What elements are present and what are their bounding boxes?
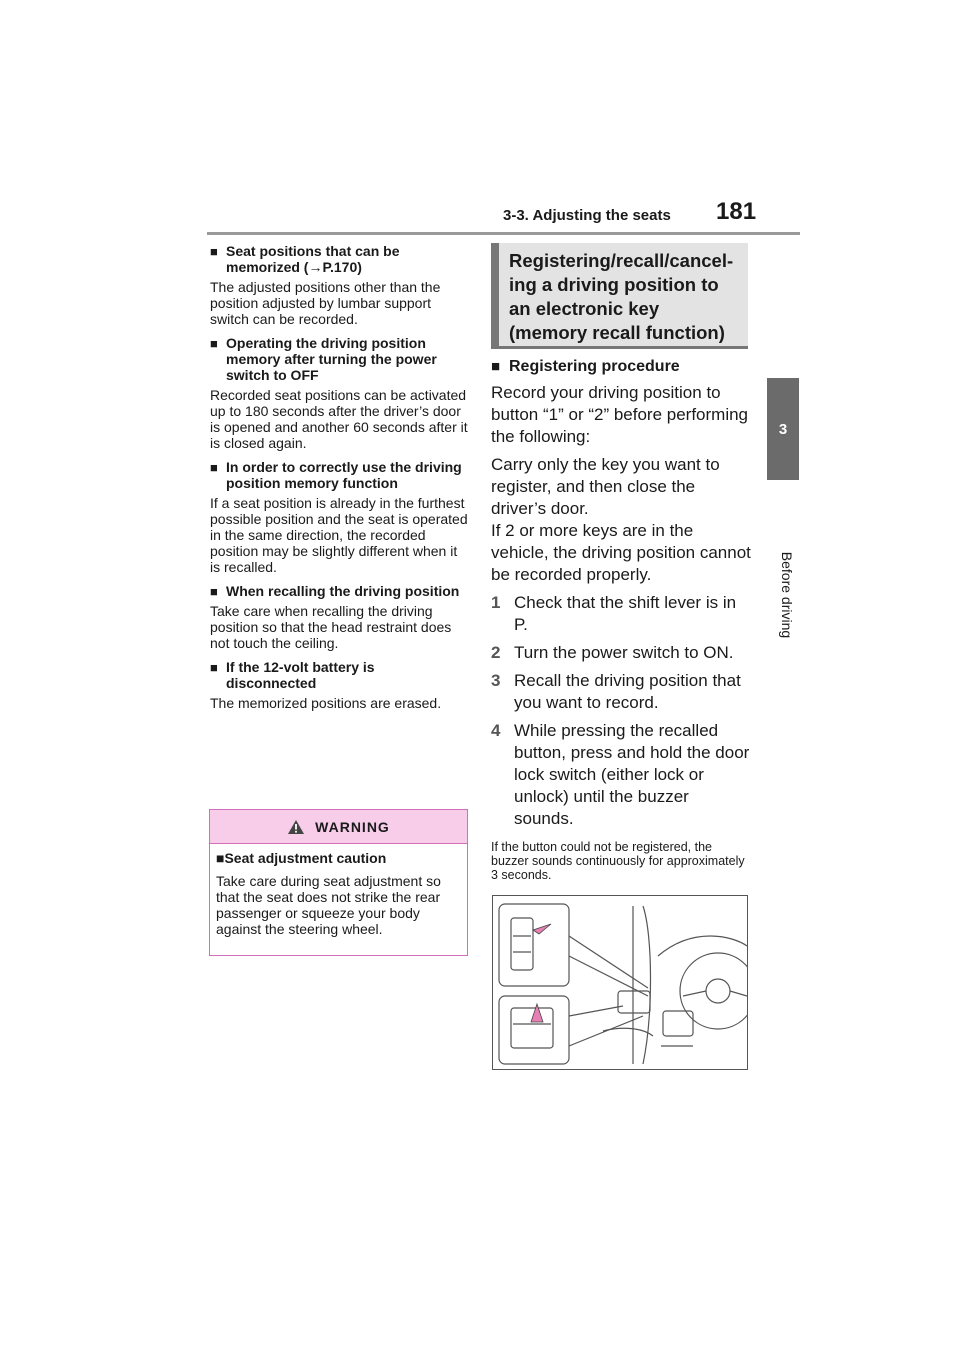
- section-heading: ■ If the 12-volt battery is disconnected: [210, 659, 375, 691]
- warning-title: WARNING: [315, 818, 390, 835]
- multi-key-paragraph: If 2 or more keys are in the vehicle, the driving position cannot be recorded properly.: [491, 521, 751, 584]
- door-switch-illustration: [492, 895, 748, 1070]
- section-heading: ■ Operating the driving position memory after turning the power switch to OFF: [210, 335, 437, 383]
- section-heading: ■ In order to correctly use the driving position memory function: [210, 459, 462, 491]
- header-rule: [207, 232, 800, 235]
- section-body: Take care when recalling the driving position so that the head restraint does not touch the ceiling.: [210, 603, 452, 651]
- square-bullet-icon: ■: [210, 244, 218, 259]
- square-bullet-icon: ■: [210, 660, 218, 675]
- step-item: 4 While pressing the recalled button, press and hold the door lock switch (either lock or unlock) until the buzzer sounds.: [491, 721, 750, 828]
- warning-header: [210, 810, 467, 844]
- section-body: Recorded seat positions can be activated up to 180 seconds after the driver’s door is opened and another 60 seconds after it is closed again.: [210, 387, 468, 451]
- square-bullet-icon: ■: [210, 336, 218, 351]
- step-item: 1 Check that the shift lever is in P.: [491, 593, 737, 634]
- warning-triangle-icon: [287, 819, 305, 835]
- chapter-label: Before driving: [779, 551, 795, 639]
- right-column: [491, 358, 751, 882]
- section-body: The memorized positions are erased.: [210, 695, 442, 711]
- registration-note: If the button could not be registered, the buzzer sounds continuously for approximately 3 seconds.: [491, 840, 745, 882]
- square-bullet-icon: ■: [210, 584, 218, 599]
- square-bullet-icon: ■: [491, 358, 501, 375]
- warning-subheading: ■Seat adjustment caution: [216, 850, 387, 866]
- section-heading: ■ Seat positions that can be memorized (→P.170): [210, 243, 400, 275]
- key-paragraph: Carry only the key you want to register, and then close the driver’s door.: [491, 455, 720, 518]
- left-column: [210, 243, 468, 719]
- warning-box: [209, 809, 468, 956]
- section-body: The adjusted positions other than the position adjusted by lumbar support switch can be recorded.: [210, 279, 441, 327]
- header-title: 3-3. Adjusting the seats: [503, 207, 671, 224]
- procedure-heading: ■ Registering procedure: [491, 358, 680, 375]
- warning-text: Take care during seat adjustment so that the seat does not strike the rear passenger or squeeze your body against the steering wheel.: [216, 873, 441, 937]
- section-body: If a seat position is already in the furthest possible position and the seat is operated in the same direction, the recorded position may be slightly different when it is recalled.: [210, 495, 468, 575]
- square-bullet-icon: ■: [210, 460, 218, 475]
- chapter-tab: 3: [767, 378, 799, 480]
- illustration-drawing: [493, 896, 747, 1069]
- intro-paragraph: Record your driving position to button “1” or “2” before performing the following:: [491, 383, 749, 446]
- section-heading: ■ When recalling the driving position: [210, 583, 460, 599]
- step-item: 3 Recall the driving position that you want to record.: [491, 671, 741, 712]
- step-item: 2 Turn the power switch to ON.: [491, 643, 734, 662]
- page-number: 181: [716, 198, 757, 225]
- topic-title-box: Registering/recall/cancel-ing a driving position to an electronic key (memory recall function): [491, 243, 748, 349]
